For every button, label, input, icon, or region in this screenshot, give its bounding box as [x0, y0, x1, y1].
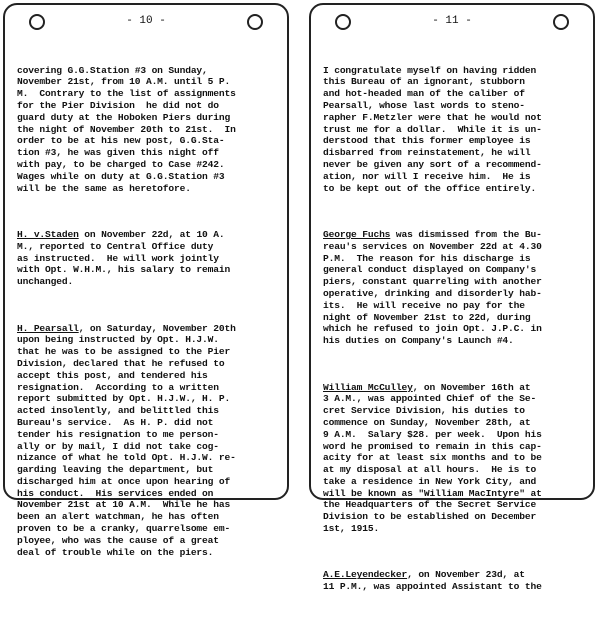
text-line: November 21st at 10 A.M. While he has	[17, 499, 231, 511]
text-line: take a residence in New York City, and	[323, 475, 537, 487]
text-line: on November 22d, at 10 A.	[78, 228, 225, 240]
text-line: never be given any sort of a recommend-	[323, 158, 542, 170]
text-line: tion #3, he was given this night off	[17, 147, 219, 159]
page-number: - 11 -	[432, 15, 472, 27]
text-line: the night of November 20th to 21st. In	[17, 123, 236, 135]
text-line: with pay, to be charged to Case #242.	[17, 158, 225, 170]
text-line: , on November 16th at	[412, 381, 531, 393]
text-line: garding leaving the department, but	[17, 464, 214, 476]
paragraph-pearsall	[17, 323, 279, 559]
text-line: ployee, who was the cause of a great	[17, 534, 219, 546]
page-number: - 10 -	[126, 15, 166, 27]
text-line: Wages while on duty at G.G.Station #3	[17, 170, 225, 182]
text-line: deal of trouble while on the piers.	[17, 546, 214, 558]
text-line: unchanged.	[17, 276, 74, 288]
text-line: piers, constant quarreling with another	[323, 276, 542, 288]
text-line: November 21st, from 10 A.M. until 5 P.	[17, 76, 231, 88]
text-line: night of November 21st to 22d, during	[323, 311, 531, 323]
text-line: covering G.G.Station #3 on Sunday,	[17, 64, 208, 76]
page-10	[3, 3, 289, 558]
text-line: his duties on Company's Launch #4.	[323, 335, 514, 347]
text-line: and hot-headed man of the caliber of	[323, 88, 525, 100]
text-line: accept this post, and tendered his	[17, 369, 208, 381]
text-line: as instructed. He will work jointly	[17, 252, 219, 264]
text-line: discharged him at once upon hearing of	[17, 475, 231, 487]
text-line: Division to be established on December	[323, 511, 537, 523]
text-line: , on November 23d, at	[407, 569, 525, 581]
text-line: tender his resignation to me person-	[17, 428, 219, 440]
paragraph-fuchs	[323, 229, 585, 347]
text-line: acity for at least six months and to be	[323, 452, 542, 464]
paragraph-leyendecker	[323, 569, 585, 593]
text-line: Division, declared that he refused to	[17, 357, 225, 369]
text-line: I congratulate myself on having ridden	[323, 64, 537, 76]
paragraph-mcculley	[323, 382, 585, 535]
text-line: this Bureau of an ignorant, stubborn	[323, 76, 525, 88]
paragraph-pearsall-cont	[323, 65, 585, 195]
text-line: that he was to be assigned to the Pier	[17, 346, 231, 358]
text-line: rapher F.Metzler were that he would not	[323, 111, 542, 123]
entry-heading: William McCulley	[323, 381, 413, 393]
text-line: with Opt. W.H.M., his salary to remain	[17, 264, 231, 276]
page-body	[323, 41, 585, 628]
text-line: ation, nor will I receive him. He is	[323, 170, 531, 182]
text-line: resignation. According to a written	[17, 381, 219, 393]
text-line: Bureau's service. As H. P. did not	[17, 416, 214, 428]
text-line: 1st, 1915.	[323, 523, 380, 535]
text-line: for the Pier Division he did not do	[17, 99, 219, 111]
text-line: proven to be a cranky, quarrelsome em-	[17, 523, 231, 535]
text-line: P.M. The reason for his discharge is	[323, 252, 531, 264]
entry-heading: George Fuchs	[323, 228, 391, 240]
text-line: M., reported to Central Office duty	[17, 240, 214, 252]
page-11	[309, 3, 595, 593]
text-line: order to be at his new post, G.G.Sta-	[17, 135, 225, 147]
text-line: at my disposal at all hours. He is to	[323, 464, 537, 476]
text-line: was dismissed from the Bu-	[390, 228, 542, 240]
text-line: its. He will receive no pay for the	[323, 299, 525, 311]
text-line: report submitted by Opt. H.J.W., H. P.	[17, 393, 231, 405]
text-line: disbarred from reinstatement, he will	[323, 147, 531, 159]
paragraph-staden	[17, 229, 279, 288]
paragraph-continuation	[17, 65, 279, 195]
text-line: ally or by mail, I did not take cog-	[17, 440, 219, 452]
text-line: derstood that this former employee is	[323, 135, 531, 147]
text-line: which he refused to join Opt. J.P.C. in	[323, 323, 542, 335]
text-line: word he promised to remain in this cap-	[323, 440, 542, 452]
text-line: will be the same as heretofore.	[17, 182, 191, 194]
text-line: to be kept out of the office entirely.	[323, 182, 537, 194]
text-line: Pearsall, whose last words to steno-	[323, 99, 525, 111]
text-line: , on Saturday, November 20th	[78, 322, 236, 334]
text-line: the Headquarters of the Secret Service	[323, 499, 537, 511]
text-line: guard duty at the Hoboken Piers during	[17, 111, 231, 123]
text-line: cret Service Division, his duties to	[323, 405, 525, 417]
text-line: his conduct. His services ended on	[17, 487, 214, 499]
entry-heading: A.E.Leyendecker	[323, 569, 408, 581]
text-line: operative, drinking and disorderly hab-	[323, 287, 542, 299]
text-line: nizance of what he told Opt. H.J.W. re-	[17, 452, 236, 464]
text-line: acted insolently, and belittled this	[17, 405, 219, 417]
text-line: will be known as "William MacIntyre" at	[323, 487, 542, 499]
text-line: 3 A.M., was appointed Chief of the Se-	[323, 393, 537, 405]
text-line: 11 P.M., was appointed Assistant to the	[323, 581, 542, 593]
text-line: reau's services on November 22d at 4.30	[323, 240, 542, 252]
text-line: trust me for a dollar. While it is un-	[323, 123, 542, 135]
text-line: M. Contrary to the list of assignments	[17, 88, 236, 100]
text-line: general conduct displayed on Company's	[323, 264, 537, 276]
text-line: 9 A.M. Salary $28. per week. Upon his	[323, 428, 542, 440]
entry-heading: H. Pearsall	[17, 322, 79, 334]
text-line: upon being instructed by Opt. H.J.W.	[17, 334, 219, 346]
text-line: been an alert watchman, he has often	[17, 511, 219, 523]
text-line: commence on Sunday, November 28th, at	[323, 416, 531, 428]
page-body	[17, 41, 279, 593]
entry-heading: H. v.Staden	[17, 228, 79, 240]
